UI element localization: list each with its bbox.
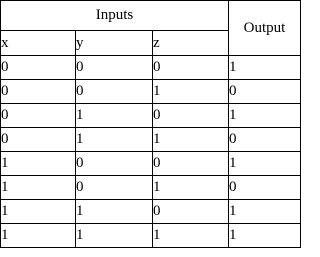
cell-output: 0 xyxy=(229,176,301,200)
cell-y: 0 xyxy=(76,176,153,200)
cell-output: 1 xyxy=(229,152,301,176)
cell-x: 1 xyxy=(1,224,76,248)
cell-output: 1 xyxy=(229,200,301,224)
output-header: Output xyxy=(229,1,301,56)
cell-z: 0 xyxy=(153,56,229,80)
cell-x: 1 xyxy=(1,200,76,224)
cell-x: 1 xyxy=(1,176,76,200)
cell-y: 1 xyxy=(76,224,153,248)
table-row xyxy=(1,128,301,152)
table-row xyxy=(1,176,301,200)
cell-output: 0 xyxy=(229,80,301,104)
cell-z: 0 xyxy=(153,200,229,224)
inputs-header: Inputs xyxy=(1,1,229,31)
cell-z: 1 xyxy=(153,176,229,200)
cell-x: 0 xyxy=(1,104,76,128)
table-row xyxy=(1,224,301,248)
column-header-z: z xyxy=(153,31,229,56)
cell-output: 0 xyxy=(229,128,301,152)
table-row xyxy=(1,104,301,128)
cell-output: 1 xyxy=(229,56,301,80)
cell-y: 0 xyxy=(76,56,153,80)
column-header-x: x xyxy=(1,31,76,56)
truth-table-header xyxy=(1,1,301,56)
cell-y: 1 xyxy=(76,200,153,224)
cell-y: 1 xyxy=(76,128,153,152)
cell-y: 0 xyxy=(76,152,153,176)
table-row xyxy=(1,80,301,104)
cell-z: 1 xyxy=(153,224,229,248)
cell-z: 1 xyxy=(153,80,229,104)
table-row xyxy=(1,152,301,176)
cell-z: 0 xyxy=(153,104,229,128)
table-row xyxy=(1,56,301,80)
header-row-top xyxy=(1,1,301,31)
table-row xyxy=(1,200,301,224)
cell-x: 0 xyxy=(1,80,76,104)
cell-x: 0 xyxy=(1,56,76,80)
cell-z: 0 xyxy=(153,152,229,176)
cell-output: 1 xyxy=(229,224,301,248)
column-header-y: y xyxy=(76,31,153,56)
cell-x: 0 xyxy=(1,128,76,152)
cell-output: 1 xyxy=(229,104,301,128)
cell-x: 1 xyxy=(1,152,76,176)
cell-y: 1 xyxy=(76,104,153,128)
cell-z: 1 xyxy=(153,128,229,152)
cell-y: 0 xyxy=(76,80,153,104)
truth-table-body xyxy=(1,56,301,248)
